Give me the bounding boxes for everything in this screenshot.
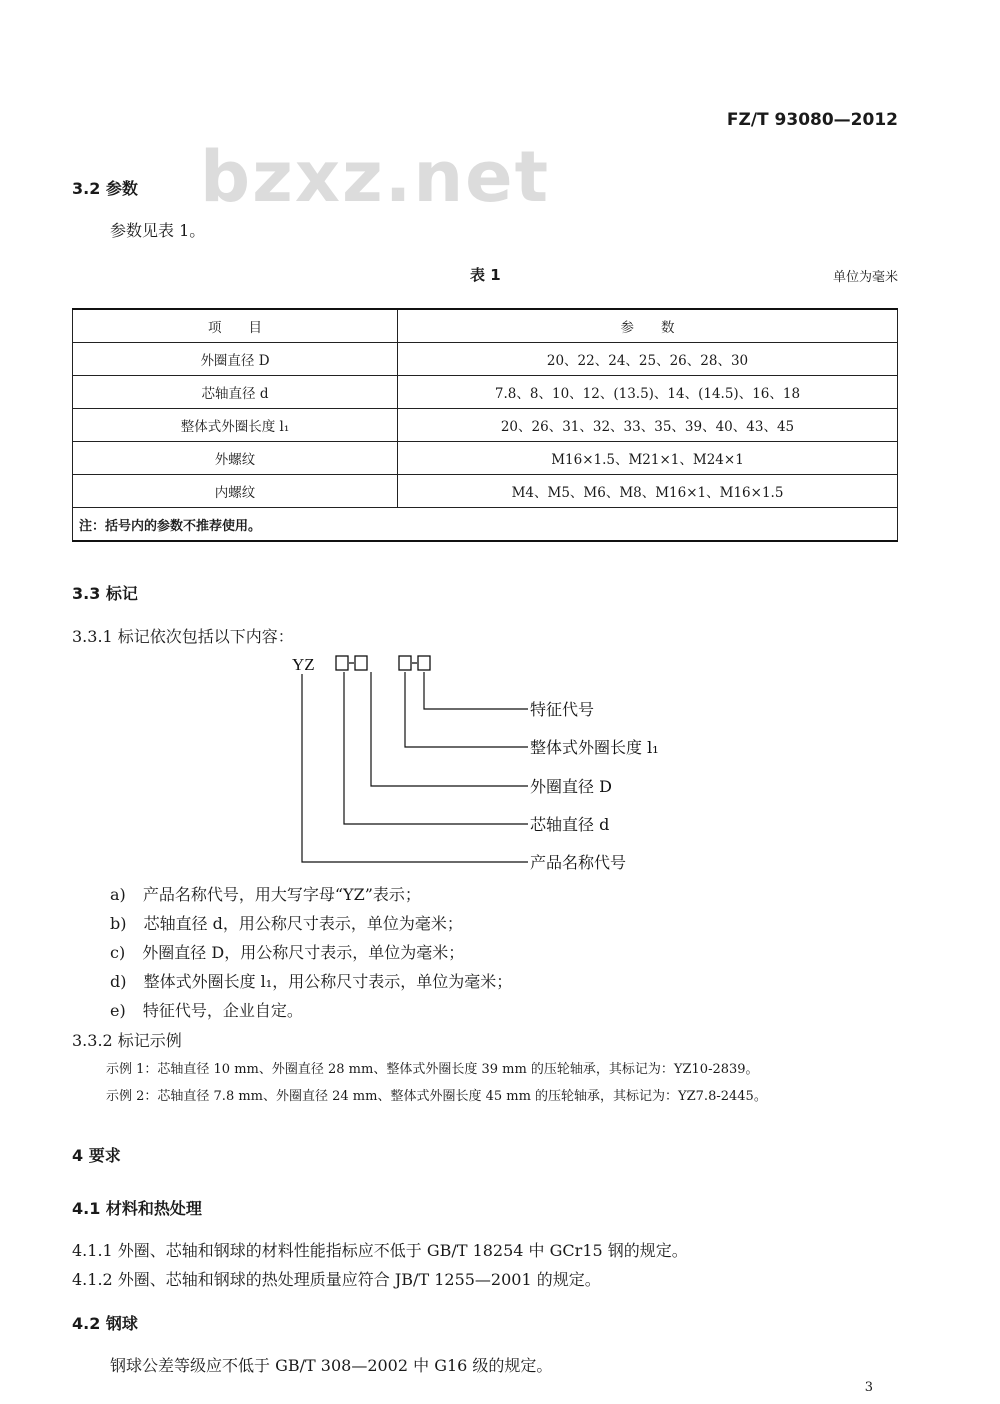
section-3-2-heading: 3.2 参数 xyxy=(72,179,138,198)
leader-prefix xyxy=(302,674,528,862)
section-4-1-heading: 4.1 材料和热处理 xyxy=(72,1199,202,1218)
table-cell-item: 芯轴直径 d xyxy=(73,376,398,409)
leader-feature xyxy=(424,672,528,709)
table-unit: 单位为毫米 xyxy=(832,270,898,285)
label-feature-code: 特征代号 xyxy=(530,700,595,719)
table-cell-item: 整体式外圈长度 l₁ xyxy=(73,409,398,442)
table-cell-value: M16×1.5、M21×1、M24×1 xyxy=(398,442,898,475)
table-cell-value: 20、22、24、25、26、28、30 xyxy=(398,343,898,376)
table-cell-item: 外圈直径 D xyxy=(73,343,398,376)
label-product-code: 产品名称代号 xyxy=(530,853,627,872)
leader-D xyxy=(371,672,528,786)
table-cell-value: 20、26、31、32、33、35、39、40、43、45 xyxy=(398,409,898,442)
list-item xyxy=(110,998,303,1021)
example-2: 示例 2：芯轴直径 7.8 mm、外圈直径 24 mm、整体式外圈长度 45 mm 的压轮轴承，其标记为：YZ7.8-2445。 xyxy=(106,1089,767,1104)
table-row xyxy=(73,376,898,409)
list-mark: b) xyxy=(110,914,127,933)
box-D xyxy=(355,656,367,670)
section-3-2-text: 参数见表 1。 xyxy=(110,221,206,240)
section-3-3-2: 3.3.2 标记示例 xyxy=(72,1031,182,1050)
table-row xyxy=(73,409,898,442)
label-shaft-diameter: 芯轴直径 d xyxy=(530,815,610,834)
list-mark: a) xyxy=(110,885,126,904)
section-4-2-text: 钢球公差等级应不低于 GB/T 308—2002 中 G16 级的规定。 xyxy=(110,1356,553,1375)
table-cell-value: 7.8、8、10、12、(13.5)、14、(14.5)、16、18 xyxy=(398,376,898,409)
table-header-item: 项 目 xyxy=(73,309,398,343)
list-text: 产品名称代号，用大写字母“YZ”表示； xyxy=(142,885,421,904)
list-text: 整体式外圈长度 l₁，用公称尺寸表示，单位为毫米； xyxy=(143,972,513,991)
table-note: 注：括号内的参数不推荐使用。 xyxy=(73,508,898,542)
section-3-3-heading: 3.3 标记 xyxy=(72,584,138,603)
parameter-table xyxy=(72,308,898,542)
diagram-prefix: YZ xyxy=(292,655,315,674)
leader-d xyxy=(344,672,528,824)
page-number: 3 xyxy=(864,1380,873,1395)
list-text: 特征代号，企业自定。 xyxy=(142,1001,303,1020)
table-cell-item: 内螺纹 xyxy=(73,475,398,508)
standard-number: FZ/T 93080—2012 xyxy=(726,110,898,130)
example-1: 示例 1：芯轴直径 10 mm、外圈直径 28 mm、整体式外圈长度 39 mm 的压轮轴承，其标记为：YZ10-2839。 xyxy=(106,1062,759,1077)
list-text: 芯轴直径 d，用公称尺寸表示，单位为毫米； xyxy=(143,914,463,933)
list-item xyxy=(110,969,512,992)
box-feature xyxy=(418,656,430,670)
section-4-heading: 4 要求 xyxy=(72,1146,121,1165)
box-d xyxy=(336,656,348,670)
table-cell-value: M4、M5、M6、M8、M16×1、M16×1.5 xyxy=(398,475,898,508)
list-mark: d) xyxy=(110,972,127,991)
box-l1 xyxy=(399,656,411,670)
table-note-row xyxy=(73,508,898,542)
section-3-3-1: 3.3.1 标记依次包括以下内容： xyxy=(72,627,294,646)
table-header-param: 参 数 xyxy=(398,309,898,343)
table-title: 表 1 xyxy=(470,266,501,284)
table-row xyxy=(73,442,898,475)
table-row xyxy=(73,343,898,376)
section-4-1-2: 4.1.2 外圈、芯轴和钢球的热处理质量应符合 JB/T 1255—2001 的规定。 xyxy=(72,1270,601,1289)
label-outer-length: 整体式外圈长度 l₁ xyxy=(530,738,659,757)
label-outer-diameter: 外圈直径 D xyxy=(530,777,612,796)
table-cell-item: 外螺纹 xyxy=(73,442,398,475)
list-item xyxy=(110,940,464,963)
list-item xyxy=(110,882,421,905)
list-item xyxy=(110,911,463,934)
section-4-2-heading: 4.2 钢球 xyxy=(72,1314,138,1333)
table-header-row xyxy=(73,309,898,343)
marking-diagram xyxy=(280,648,720,878)
list-mark: c) xyxy=(110,943,126,962)
watermark: bzxz.net xyxy=(200,136,551,218)
section-4-1-1: 4.1.1 外圈、芯轴和钢球的材料性能指标应不低于 GB/T 18254 中 GCr15 钢的规定。 xyxy=(72,1241,688,1260)
list-text: 外圈直径 D，用公称尺寸表示，单位为毫米； xyxy=(142,943,465,962)
list-mark: e) xyxy=(110,1001,126,1020)
table-row xyxy=(73,475,898,508)
